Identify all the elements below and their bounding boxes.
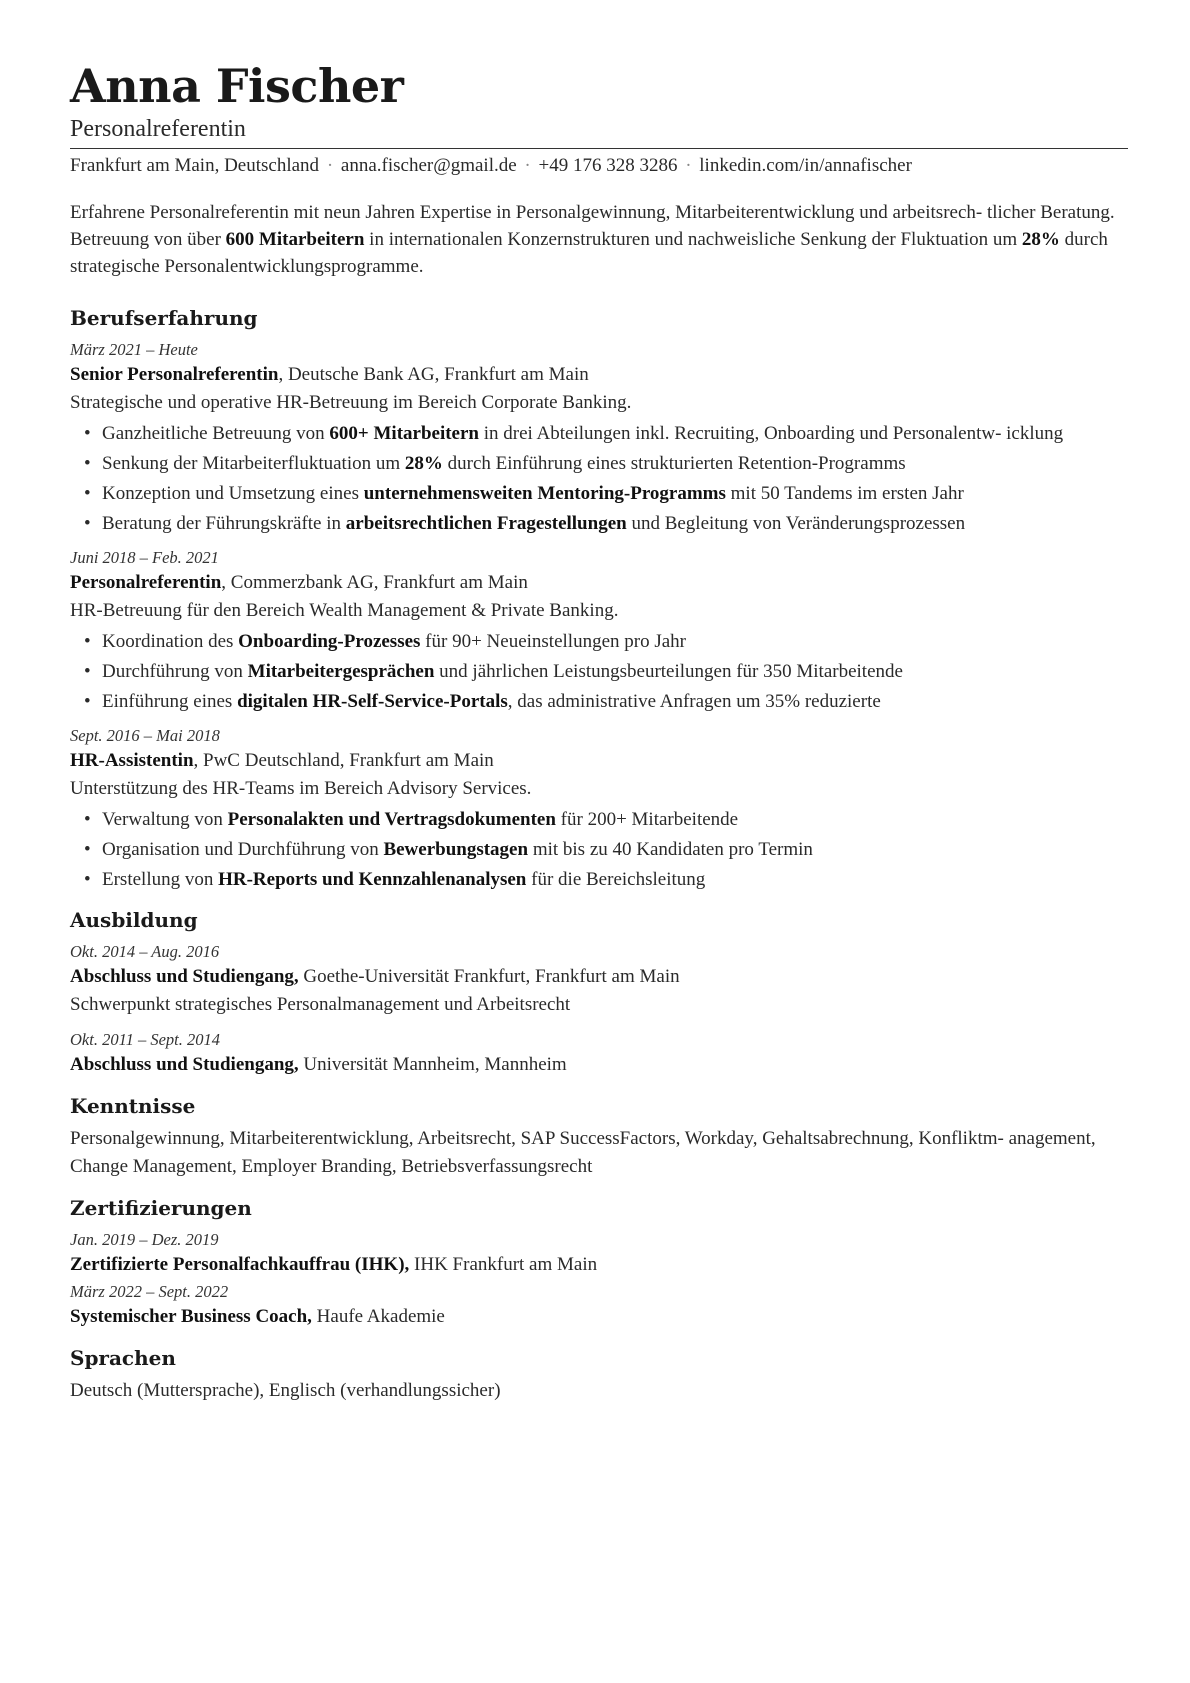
summary-text: Erfahrene Personalreferentin mit neun Jahren Expertise in Personalgewinnung, Mitarbeiterentwicklung und arbeitsrech- tlicher Beratung. Betreuung von über	[70, 202, 1115, 250]
bullet-text: und Begleitung von Veränderungsprozessen	[626, 513, 966, 534]
job-entry	[70, 339, 1128, 537]
education-note: Schwerpunkt strategisches Personalmanagement und Arbeitsrecht	[70, 994, 571, 1015]
bullet-text: Durchführung von	[102, 661, 248, 682]
bullet-text: durch Einführung eines strukturierten Retention-Programms	[442, 453, 906, 474]
list-item	[70, 837, 1128, 863]
header-divider	[70, 148, 1128, 149]
certification-title-line	[70, 1303, 1128, 1331]
bullet-text: Ganzheitliche Betreuung von	[102, 423, 330, 444]
bullet-text: Senkung der Mitarbeiterfluktuation um	[102, 453, 405, 474]
section-title-certifications: Zertifizierungen	[70, 1196, 252, 1220]
skills-section	[70, 1093, 1128, 1181]
bullet-highlight: arbeitsrechtlichen Fragestellungen	[345, 513, 627, 534]
bullet-highlight: unternehmensweiten Mentoring-Programms	[363, 483, 726, 504]
job-description: Unterstützung des HR-Teams im Bereich Advisory Services.	[70, 778, 532, 799]
bullet-icon: •	[84, 691, 91, 712]
job-description: Strategische und operative HR-Betreuung im Bereich Corporate Banking.	[70, 392, 632, 413]
contact-linkedin[interactable]: linkedin.com/in/annafischer	[699, 155, 912, 176]
certification-date: März 2022 – Sept. 2022	[70, 1282, 229, 1301]
job-position: HR-Assistentin	[70, 750, 194, 771]
section-title-skills: Kenntnisse	[70, 1094, 196, 1118]
contact-line	[70, 153, 1128, 179]
job-date: Sept. 2016 – Mai 2018	[70, 726, 220, 745]
bullet-highlight: digitalen HR-Self-Service-Portals	[237, 691, 508, 712]
bullet-icon: •	[84, 869, 91, 890]
bullet-highlight: Onboarding-Prozesses	[238, 631, 421, 652]
education-title-line	[70, 1051, 1128, 1079]
certification-issuer: IHK Frankfurt am Main	[409, 1254, 598, 1275]
job-company: , Commerzbank AG, Frankfurt am Main	[221, 572, 528, 593]
bullet-highlight: 28%	[404, 453, 443, 474]
bullet-text: Verwaltung von	[102, 809, 228, 830]
education-date: Okt. 2011 – Sept. 2014	[70, 1030, 221, 1049]
list-item	[70, 481, 1128, 507]
bullet-text: für 200+ Mitarbeitende	[555, 809, 739, 830]
bullet-text: für die Bereichsleitung	[526, 869, 706, 890]
contact-separator: ·	[524, 155, 531, 176]
education-date: Okt. 2014 – Aug. 2016	[70, 942, 220, 961]
summary-text: in internationalen Konzernstrukturen und nachweisliche Senkung der Fluktuation um	[364, 229, 1022, 250]
education-section	[70, 907, 1128, 1079]
bullet-text: in drei Abteilungen inkl. Recruiting, Onboarding und Personalentw- icklung	[479, 423, 1064, 444]
languages-section	[70, 1345, 1128, 1405]
contact-email[interactable]: anna.fischer@gmail.de	[340, 155, 517, 176]
candidate-role: Personalreferentin	[70, 116, 246, 142]
job-date: März 2021 – Heute	[70, 340, 198, 359]
list-item	[70, 867, 1128, 893]
list-item	[70, 807, 1128, 833]
education-entry	[70, 1029, 1128, 1079]
contact-separator: ·	[326, 155, 334, 176]
certification-name: Systemischer Business Coach,	[70, 1306, 312, 1327]
bullet-icon: •	[84, 839, 91, 860]
bullet-text: Koordination des	[102, 631, 239, 652]
bullet-icon: •	[84, 483, 91, 504]
bullet-text: Einführung eines	[102, 691, 238, 712]
list-item	[70, 511, 1128, 537]
education-degree: Abschluss und Studiengang,	[70, 1054, 299, 1075]
candidate-name: Anna Fischer	[70, 59, 404, 113]
certification-title-line	[70, 1251, 1128, 1279]
list-item	[70, 689, 1128, 715]
list-item	[70, 451, 1128, 477]
bullet-highlight: Mitarbeitergesprächen	[247, 661, 435, 682]
bullet-text: Erstellung von	[102, 869, 219, 890]
bullet-icon: •	[84, 513, 91, 534]
education-entry	[70, 941, 1128, 1019]
job-description: HR-Betreuung für den Bereich Wealth Management & Private Banking.	[70, 600, 619, 621]
contact-phone[interactable]: +49 176 328 3286	[538, 155, 678, 176]
bullet-icon: •	[84, 423, 91, 444]
job-title-line	[70, 569, 1128, 597]
summary-text: durch strategische Personalentwicklungsprogramme.	[70, 229, 1108, 277]
job-title-line	[70, 747, 1128, 775]
certification-name: Zertifizierte Personalfachkauffrau (IHK),	[70, 1254, 410, 1275]
certification-entry	[70, 1281, 1128, 1331]
bullet-text: mit 50 Tandems im ersten Jahr	[725, 483, 964, 504]
contact-location: Frankfurt am Main, Deutschland	[70, 155, 320, 176]
bullet-icon: •	[84, 453, 91, 474]
job-entry	[70, 547, 1128, 715]
list-item	[70, 659, 1128, 685]
summary-highlight: 28%	[1021, 229, 1060, 250]
certifications-section	[70, 1195, 1128, 1331]
section-title-experience: Berufserfahrung	[70, 306, 258, 330]
bullet-text: Konzeption und Umsetzung eines	[102, 483, 364, 504]
contact-separator: ·	[685, 155, 692, 176]
profile-summary	[70, 199, 1128, 280]
resume-page	[70, 58, 1128, 1405]
job-entry	[70, 725, 1128, 893]
experience-section	[70, 305, 1128, 893]
list-item	[70, 629, 1128, 655]
bullet-text: und jährlichen Leistungsbeurteilungen für 350 Mitarbeitende	[434, 661, 903, 682]
bullet-text: , das administrative Anfragen um 35% reduzierte	[507, 691, 881, 712]
job-position: Personalreferentin	[70, 572, 222, 593]
education-school: Universität Mannheim, Mannheim	[298, 1054, 567, 1075]
job-achievements	[70, 421, 1128, 537]
job-achievements	[70, 807, 1128, 893]
certification-date: Jan. 2019 – Dez. 2019	[70, 1230, 219, 1249]
job-company: , Deutsche Bank AG, Frankfurt am Main	[278, 364, 589, 385]
job-title-line	[70, 361, 1128, 389]
bullet-icon: •	[84, 809, 91, 830]
bullet-highlight: 600+ Mitarbeitern	[329, 423, 479, 444]
certification-issuer: Haufe Akademie	[311, 1306, 445, 1327]
job-position: Senior Personalreferentin	[70, 364, 279, 385]
bullet-icon: •	[84, 631, 91, 652]
skills-list: Personalgewinnung, Mitarbeiterentwicklung, Arbeitsrecht, SAP SuccessFactors, Workday, Gehaltsabrechnung, Konfliktm- anagement, Change Management, Employer Branding, Betriebsverfassungsrecht	[70, 1128, 1096, 1177]
certification-entry	[70, 1229, 1128, 1279]
summary-highlight: 600 Mitarbeitern	[225, 229, 365, 250]
bullet-text: mit bis zu 40 Kandidaten pro Termin	[528, 839, 813, 860]
bullet-text: für 90+ Neueinstellungen pro Jahr	[420, 631, 686, 652]
job-achievements	[70, 629, 1128, 715]
bullet-icon: •	[84, 661, 91, 682]
bullet-highlight: Bewerbungstagen	[383, 839, 529, 860]
education-degree: Abschluss und Studiengang,	[70, 966, 299, 987]
section-title-education: Ausbildung	[70, 908, 198, 932]
bullet-highlight: HR-Reports und Kennzahlenanalysen	[218, 869, 527, 890]
bullet-text: Organisation und Durchführung von	[102, 839, 384, 860]
section-title-languages: Sprachen	[70, 1346, 176, 1370]
education-school: Goethe-Universität Frankfurt, Frankfurt am Main	[298, 966, 680, 987]
job-date: Juni 2018 – Feb. 2021	[70, 548, 219, 567]
list-item	[70, 421, 1128, 447]
languages-list: Deutsch (Muttersprache), Englisch (verhandlungssicher)	[70, 1380, 501, 1401]
education-title-line	[70, 963, 1128, 991]
bullet-highlight: Personalakten und Vertragsdokumenten	[227, 809, 556, 830]
job-company: , PwC Deutschland, Frankfurt am Main	[193, 750, 494, 771]
bullet-text: Beratung der Führungskräfte in	[102, 513, 346, 534]
